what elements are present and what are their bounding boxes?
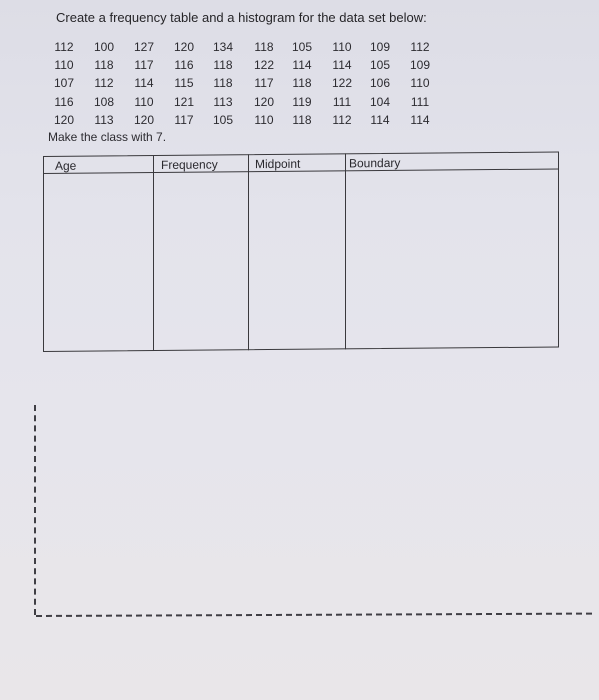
data-value: 106 [369, 76, 391, 91]
data-value: 121 [173, 94, 195, 109]
data-value: 122 [331, 76, 353, 91]
frequency-table [43, 151, 559, 352]
data-value: 118 [213, 76, 233, 91]
data-value: 110 [332, 40, 352, 54]
data-value: 113 [213, 94, 233, 109]
data-value: 116 [54, 94, 74, 109]
data-value: 116 [174, 58, 194, 73]
data-value: 117 [134, 58, 154, 73]
data-value: 120 [173, 40, 195, 54]
data-value: 110 [410, 76, 430, 91]
data-value: 114 [332, 58, 352, 73]
data-value: 120 [133, 112, 155, 127]
data-value: 112 [54, 40, 74, 54]
data-value: 108 [93, 94, 115, 109]
data-value: 105 [291, 40, 313, 54]
data-value: 107 [53, 76, 75, 91]
header-age: Age [55, 158, 77, 173]
column-divider [345, 153, 346, 349]
data-value: 115 [174, 76, 194, 91]
data-value: 111 [332, 94, 352, 109]
histogram-x-axis [36, 613, 592, 617]
data-value: 112 [94, 76, 114, 91]
data-value: 114 [292, 58, 312, 73]
data-set-grid [50, 40, 450, 131]
data-value: 110 [54, 58, 74, 73]
data-row [50, 58, 450, 76]
data-value: 100 [93, 40, 115, 54]
data-value: 118 [254, 40, 274, 54]
header-midpoint: Midpoint [255, 156, 301, 172]
data-value: 111 [410, 94, 430, 109]
header-frequency: Frequency [161, 157, 218, 172]
data-value: 120 [253, 94, 275, 109]
data-value: 110 [134, 94, 154, 109]
data-value: 105 [369, 58, 391, 73]
data-value: 118 [292, 76, 312, 91]
data-row [50, 76, 450, 94]
data-value: 120 [53, 112, 75, 127]
data-value: 113 [94, 112, 114, 127]
data-value: 117 [254, 76, 274, 91]
data-row [50, 40, 450, 58]
data-value: 109 [369, 40, 391, 54]
column-divider [153, 155, 154, 351]
data-value: 118 [213, 58, 233, 73]
data-value: 114 [370, 112, 390, 127]
header-boundary: Boundary [349, 155, 401, 171]
class-width-instruction: Make the class with 7. [48, 130, 167, 144]
data-value: 134 [212, 40, 234, 54]
data-value: 118 [292, 112, 312, 127]
data-value: 110 [254, 112, 274, 127]
question-prompt: Create a frequency table and a histogram for the data set below: [56, 10, 427, 25]
data-value: 114 [410, 112, 430, 127]
table-border [43, 151, 559, 352]
data-value: 118 [94, 58, 114, 73]
data-value: 105 [212, 112, 234, 127]
histogram-y-axis [34, 405, 36, 615]
data-value: 119 [292, 94, 312, 109]
column-divider [248, 154, 249, 350]
data-row [50, 95, 450, 113]
data-value: 104 [369, 94, 391, 109]
data-value: 112 [410, 40, 430, 54]
data-value: 112 [332, 112, 352, 127]
data-value: 109 [409, 58, 431, 73]
data-value: 127 [133, 40, 155, 54]
data-value: 117 [174, 112, 194, 127]
data-value: 122 [253, 58, 275, 73]
data-value: 114 [134, 76, 154, 91]
data-row [50, 113, 450, 131]
